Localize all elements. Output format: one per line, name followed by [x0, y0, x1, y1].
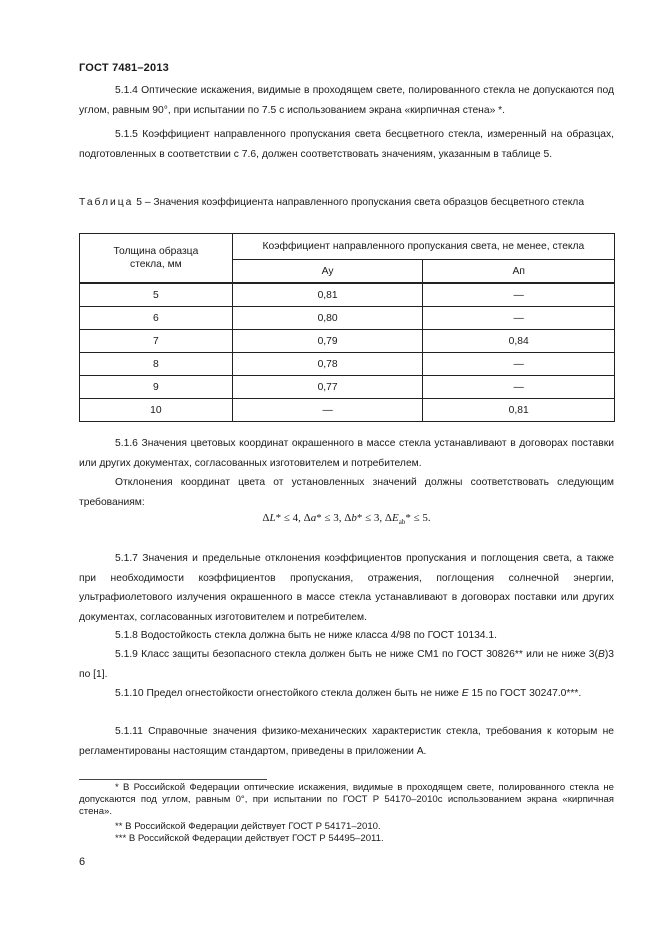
footnote-3: *** В Российской Федерации действует ГОСТ Р 54495–2011.: [115, 833, 384, 844]
header-ay: Ау: [232, 260, 423, 284]
footnote-1: * В Российской Федерации оптические искажения, видимые в проходящем свете, полированного стекла не допускаются под углом, равным 0°, при испытании по ГОСТ Р 54170–2010с использованием экрана «кирпичная стена».: [79, 782, 614, 817]
table-caption-label: Таблица: [79, 197, 134, 208]
cell-ay: 0,79: [232, 330, 423, 353]
table-row: [80, 353, 615, 376]
footnote-2: ** В Российской Федерации действует ГОСТ Р 54171–2010.: [115, 821, 381, 832]
cell-thickness: 10: [80, 399, 233, 422]
paragraph-5-1-4: 5.1.4 Оптические искажения, видимые в проходящем свете, полированного стекла не допускаются под углом, равным 90°, при испытании по 7.5 с использованием экрана «кирпичная стена» *.: [79, 85, 614, 116]
header-ap: Ап: [423, 260, 615, 284]
cell-ap: —: [423, 307, 615, 330]
cell-ay: 0,80: [232, 307, 423, 330]
table-row: [80, 376, 615, 399]
cell-thickness: 5: [80, 283, 233, 307]
cell-thickness: 8: [80, 353, 233, 376]
cell-ay: 0,81: [232, 283, 423, 307]
cell-ay: 0,77: [232, 376, 423, 399]
header-transmission-group: Коэффициент направленного пропускания света, не менее, стекла: [232, 234, 614, 260]
cell-thickness: 7: [80, 330, 233, 353]
paragraph-5-1-6: 5.1.6 Значения цветовых координат окрашенного в массе стекла устанавливают в договорах поставки или других документах, согласованных изготовителем и потребителем.: [79, 438, 614, 469]
cell-ap: 0,84: [423, 330, 615, 353]
paragraph-5-1-6-deviation: Отклонения координат цвета от установленных значений должны соответствовать следующим требованиям:: [79, 477, 614, 508]
table-caption-text: 5 – Значения коэффициента направленного пропускания света образцов бесцветного стекла: [133, 197, 585, 208]
transmission-table: [79, 233, 615, 422]
paragraph-5-1-9: 5.1.9 Класс защиты безопасного стекла должен быть не ниже СМ1 по ГОСТ 30826** или не ниже 3(В)3 по [1].: [79, 649, 614, 680]
cell-ap: —: [423, 376, 615, 399]
paragraph-5-1-11: 5.1.11 Справочные значения физико-механических характеристик стекла, требования к которым не регламентированы настоящим стандартом, приведены в приложении А.: [79, 726, 614, 757]
table-caption: [79, 196, 614, 209]
cell-thickness: 6: [80, 307, 233, 330]
table-row: [80, 399, 615, 422]
paragraph-5-1-8: 5.1.8 Водостойкость стекла должна быть не ниже класса 4/98 по ГОСТ 10134.1.: [115, 630, 497, 641]
cell-ay: 0,78: [232, 353, 423, 376]
cell-ap: —: [423, 353, 615, 376]
table-row: [80, 307, 615, 330]
paragraph-5-1-5: 5.1.5 Коэффициент направленного пропускания света бесцветного стекла, измеренный на образцах, подготовленных в соответствии с 7.6, должен соответствовать значениям, указанным в таблице 5.: [79, 129, 614, 160]
table-row: [80, 283, 615, 307]
header-thickness: Толщина образца стекла, мм: [80, 234, 233, 284]
paragraph-5-1-10: 5.1.10 Предел огнестойкости огнестойкого стекла должен быть не ниже Е 15 по ГОСТ 30247.0***.: [115, 688, 582, 699]
footnote-divider: [79, 779, 267, 780]
document-header: ГОСТ 7481–2013: [79, 62, 169, 74]
color-deviation-formula: ΔL* ≤ 4, Δa* ≤ 3, Δb* ≤ 3, $\Delta E_{ab}* \le 5$.: [262, 512, 431, 527]
cell-ap: —: [423, 283, 615, 307]
paragraph-5-1-7: 5.1.7 Значения и предельные отклонения коэффициентов пропускания и поглощения света, а также при необходимости коэффициентов пропускания, отражения, поглощения солнечной энергии, ультрафиолетового излучения окрашенного в массе стекла устанавливают в договорах поставки или других документах, согласованных изготовителем и потребителем.: [79, 553, 614, 623]
cell-thickness: 9: [80, 376, 233, 399]
table-row: [80, 330, 615, 353]
cell-ay: —: [232, 399, 423, 422]
page-number: 6: [79, 856, 86, 868]
cell-ap: 0,81: [423, 399, 615, 422]
